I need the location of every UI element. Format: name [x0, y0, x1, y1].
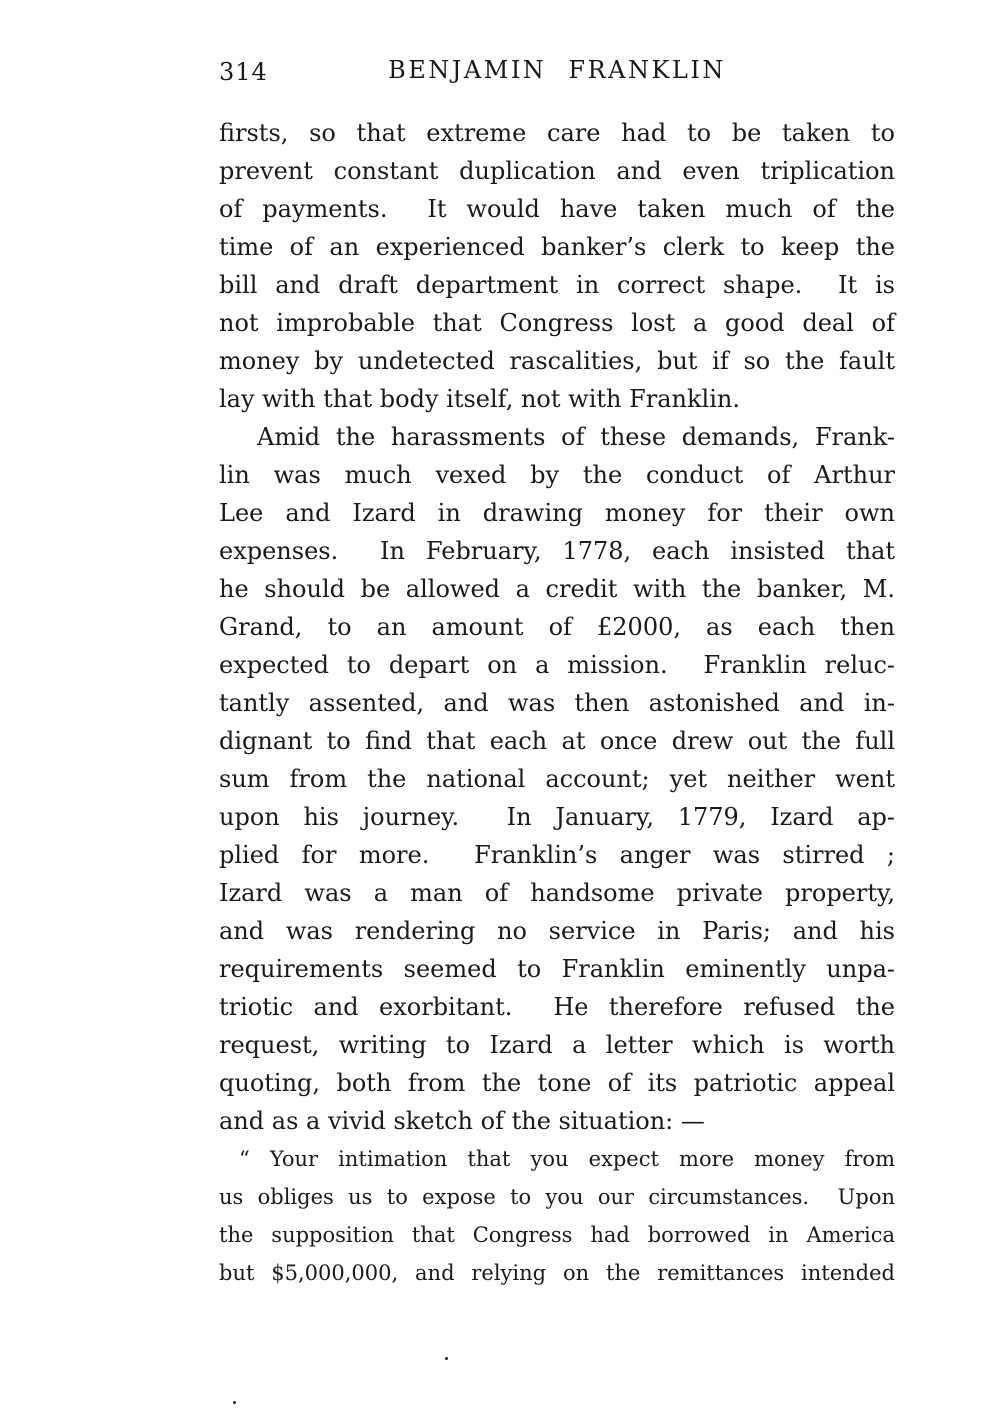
text-line: request, writing to Izard a letter which is worth: [219, 1031, 895, 1059]
text-line: triotic and exorbitant. He therefore refused the: [219, 993, 895, 1021]
page-header: [219, 56, 895, 88]
text-line: of payments. It would have taken much of the: [219, 195, 895, 223]
text-line: Lee and Izard in drawing money for their own: [219, 499, 895, 527]
text-line: but $5,000,000, and relying on the remittances intended: [219, 1261, 895, 1285]
text-line: Amid the harassments of these demands, Frank-: [257, 423, 895, 451]
text-line: and was rendering no service in Paris; and his: [219, 917, 895, 945]
text-line: upon his journey. In January, 1779, Izard ap-: [219, 803, 895, 831]
text-line: tantly assented, and was then astonished and in-: [219, 689, 895, 717]
page-text: [219, 114, 895, 1292]
text-line: prevent constant duplication and even triplication: [219, 157, 895, 185]
text-line: he should be allowed a credit with the banker, M.: [219, 575, 895, 603]
running-header: BENJAMIN FRANKLIN: [388, 56, 726, 84]
text-line: and as a vivid sketch of the situation: —: [219, 1107, 705, 1135]
text-line: bill and draft department in correct shape. It is: [219, 271, 895, 299]
text-line: money by undetected rascalities, but if so the fault: [219, 347, 895, 375]
text-line: us obliges us to expose to you our circumstances. Upon: [219, 1185, 895, 1209]
text-line: lay with that body itself, not with Franklin.: [219, 385, 740, 413]
text-line: sum from the national account; yet neither went: [219, 765, 895, 793]
text-line: time of an experienced banker’s clerk to keep the: [219, 233, 895, 261]
text-line: dignant to find that each at once drew out the full: [219, 727, 895, 755]
text-line: the supposition that Congress had borrowed in America: [219, 1223, 895, 1247]
text-line: quoting, both from the tone of its patriotic appeal: [219, 1069, 895, 1097]
text-line: plied for more. Franklin’s anger was stirred ;: [219, 841, 895, 869]
scan-speck: [445, 1357, 448, 1360]
paragraph-1: [219, 114, 895, 418]
text-line: expenses. In February, 1778, each insisted that: [219, 537, 895, 565]
page-number: 314: [219, 58, 268, 86]
text-line: not improbable that Congress lost a good deal of: [219, 309, 895, 337]
text-line: Izard was a man of handsome private property,: [219, 879, 895, 907]
text-line: “ Your intimation that you expect more money from: [239, 1147, 895, 1171]
text-line: firsts, so that extreme care had to be taken to: [219, 119, 895, 147]
quote-paragraph: [219, 1140, 895, 1292]
scan-speck: [233, 1401, 236, 1404]
text-line: Grand, to an amount of £2000, as each then: [219, 613, 895, 641]
text-line: expected to depart on a mission. Franklin reluc-: [219, 651, 895, 679]
paragraph-2: [219, 418, 895, 1140]
text-line: requirements seemed to Franklin eminently unpa-: [219, 955, 895, 983]
text-line: lin was much vexed by the conduct of Arthur: [219, 461, 895, 489]
